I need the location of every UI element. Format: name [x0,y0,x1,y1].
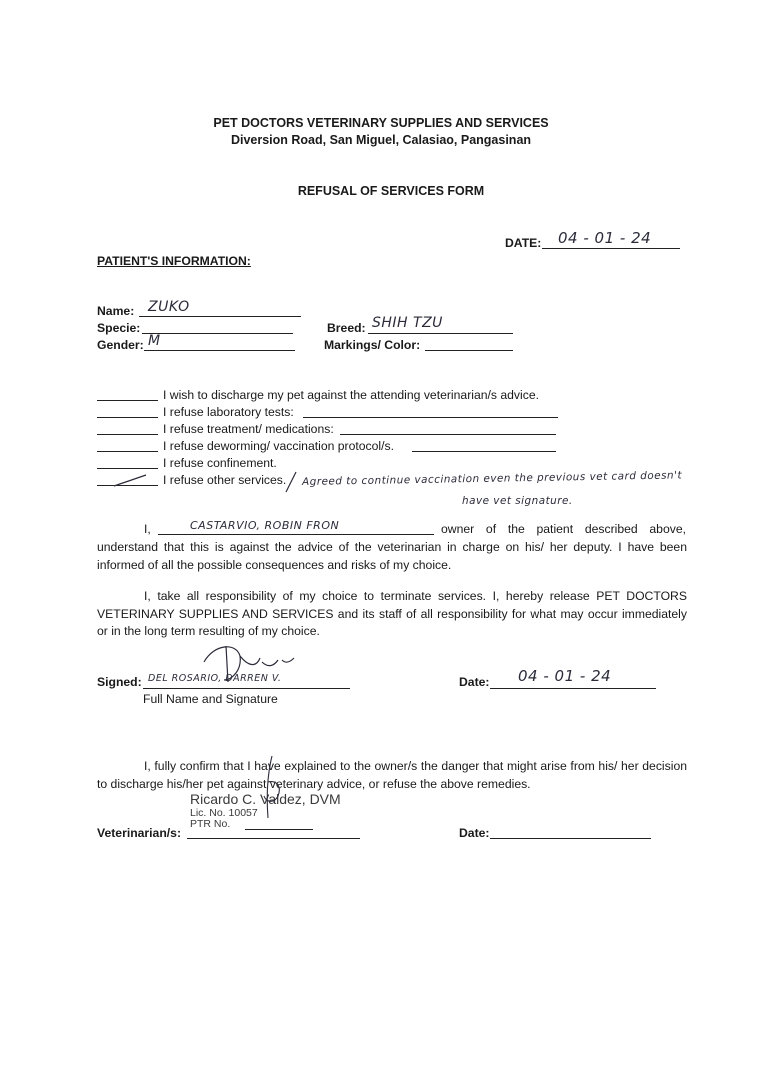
date-value: 04 - 01 - 24 [558,229,652,247]
company-address: Diversion Road, San Miguel, Calasiao, Pangasinan [230,133,532,147]
slash-mark-icon [284,470,298,494]
form-title: REFUSAL OF SERVICES FORM [297,184,485,198]
vet-stamp-ptr: PTR No. [190,818,231,830]
date-label: DATE: [505,236,542,250]
specie-line [142,333,293,334]
name-label: Name: [97,304,135,318]
other-services-note-line2: have vet signature. [462,495,573,507]
gender-line [144,350,295,351]
signed-line [143,688,350,689]
option-blank[interactable] [97,451,158,452]
owner-suffix: owner of the patient described above, [441,522,686,536]
gender-value: M [148,333,161,349]
signed-date-value: 04 - 01 - 24 [518,667,612,685]
signed-label: Signed: [97,675,142,689]
owner-name-line [158,534,434,535]
veterinarian-line[interactable] [187,838,360,839]
vet-signature [252,752,292,822]
option-other-services-text: I refuse other services. [163,473,287,487]
vet-stamp-name: Ricardo C. Valdez, DVM [190,791,341,807]
breed-value: SHIH TZU [372,315,443,331]
vet-stamp-ptr-line [245,829,313,830]
option-blank[interactable] [97,400,158,401]
veterinarian-label: Veterinarian/s: [97,826,181,840]
treatment-line [340,434,556,435]
lab-tests-line [303,417,558,418]
breed-line [368,333,513,334]
signed-handwritten-name: DEL ROSARIO, DARREN V. [148,673,282,684]
signed-caption: Full Name and Signature [143,692,278,706]
owner-statement-rest: understand that this is against the advice of the veterinarian in charge on his/ her deputy. I have been informed of all the possible consequences and risks of my choice. [97,540,687,572]
vet-stamp-license: Lic. No. 10057 [190,807,258,819]
owner-name-value: CASTARVIO, ROBIN FRON [190,519,340,532]
vet-confirmation: I, fully confirm that I have explained to the owner/s the danger that might arise from his/ her decision to discharge his/her pet against veterinary advice, or refuse the above remedies. [97,759,687,791]
option-blank[interactable] [97,434,158,435]
name-value: ZUKO [148,299,190,315]
deworming-line [412,451,556,452]
markings-line [425,350,513,351]
vet-date-label: Date: [459,826,490,840]
date-line [542,248,680,249]
option-deworming-text: I refuse deworming/ vaccination protocol/s. [163,439,394,453]
owner-prefix: I, [144,522,151,536]
option-treatment-text: I refuse treatment/ medications: [163,422,334,436]
markings-label: Markings/ Color: [324,338,421,352]
signed-date-label: Date: [459,675,490,689]
patient-section-label: PATIENT'S INFORMATION: [97,254,251,268]
option-blank[interactable] [97,468,158,469]
vet-date-line[interactable] [490,838,651,839]
option-discharge-text: I wish to discharge my pet against the attending veterinarian/s advice. [163,388,539,402]
name-line [139,316,301,317]
breed-label: Breed: [327,321,366,335]
option-blank[interactable] [97,417,158,418]
other-services-note-line1: Agreed to continue vaccination even the previous vet card doesn't [302,469,683,488]
company-name: PET DOCTORS VETERINARY SUPPLIES AND SERVICES [213,116,549,130]
check-mark-icon [112,473,148,489]
option-confinement-text: I refuse confinement. [163,456,277,470]
specie-label: Specie: [97,321,141,335]
option-lab-tests-text: I refuse laboratory tests: [163,405,294,419]
responsibility-statement: I, take all responsibility of my choice to terminate services. I, hereby release PET DOCTORS VETERINARY SUPPLIES AND SERVICES and its staff of all responsibility for what may occur immediately or in the long term resulting of my choice. [97,589,687,638]
signed-date-line [490,688,656,689]
gender-label: Gender: [97,338,144,352]
